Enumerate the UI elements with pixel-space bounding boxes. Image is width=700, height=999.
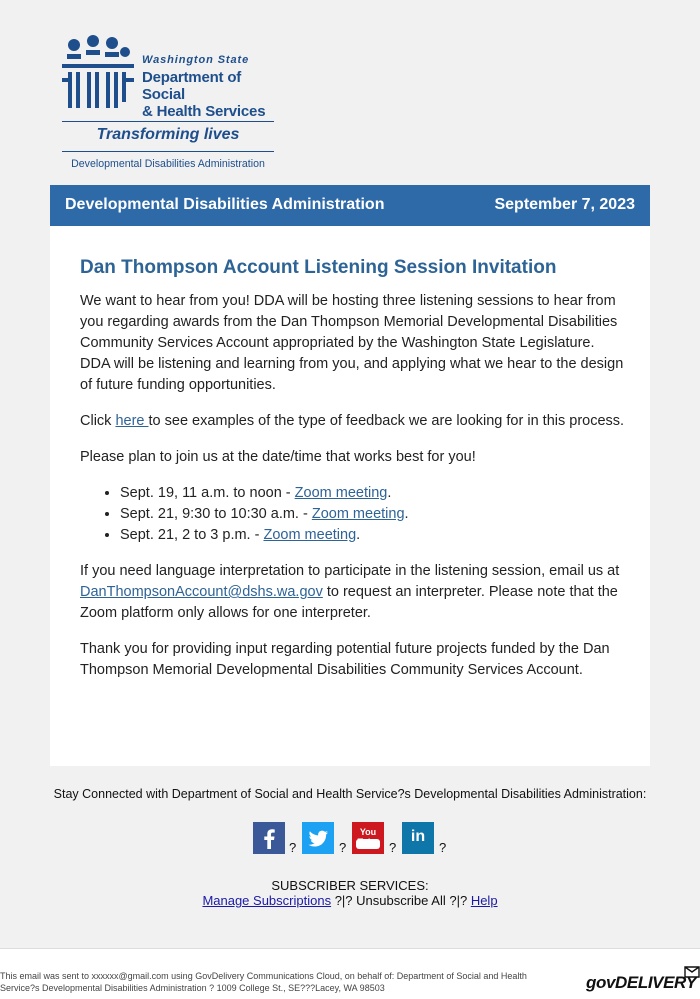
- link-separator: ?|?: [331, 893, 357, 908]
- interp-text-before: If you need language interpretation to participate in the listening session, email us at: [80, 563, 620, 579]
- govdelivery-logo[interactable]: [586, 973, 697, 993]
- list-item: [120, 504, 625, 525]
- unsubscribe-all-text[interactable]: Unsubscribe All: [356, 893, 446, 908]
- link-separator: ?|?: [445, 893, 471, 908]
- feedback-text-after: to see examples of the type of feedback we are looking for in this process.: [148, 413, 625, 429]
- social-separator: ?: [439, 840, 447, 855]
- logo-dept-line1: Department of Social: [142, 69, 242, 103]
- logo-dept-line2: & Health Services: [142, 103, 266, 120]
- social-separator: ?: [389, 840, 397, 855]
- intro-paragraph: We want to hear from you! DDA will be hosting three listening sessions to hear from you regarding awards from the Dan Thompson Memorial Developmental Disabilities Community Services Account appropriated by the Washington State Legislature. DDA will be listening and learning from you, and applying what we hear to the design of future funding opportunities.: [80, 293, 624, 393]
- session-text: Sept. 21, 9:30 to 10:30 a.m. -: [120, 506, 312, 522]
- stay-connected-text: Stay Connected with Department of Social and Health Service?s Developmental Disabilities Administration:: [53, 787, 647, 801]
- bottom-bar: [0, 948, 700, 999]
- sent-to-disclaimer: This email was sent to xxxxxx@gmail.com using GovDelivery Communications Cloud, on behalf of: Department of Social and Health Service?s Developmental Disabilities Administration ? 1009 College St., SE???Lacey, WA 98503: [0, 971, 527, 993]
- feedback-text-before: Click: [80, 413, 116, 429]
- social-separator: ?: [289, 840, 297, 855]
- list-item: [120, 525, 625, 546]
- social-links: [253, 822, 453, 856]
- facebook-icon[interactable]: [253, 822, 285, 854]
- content-card: [50, 226, 650, 766]
- feedback-paragraph: [80, 411, 625, 432]
- youtube-icon[interactable]: [352, 822, 384, 854]
- social-separator: ?: [339, 840, 347, 855]
- article-title: Dan Thompson Account Listening Session Invitation: [80, 257, 557, 278]
- envelope-icon: [684, 966, 700, 978]
- family-figures-icon: [60, 34, 140, 112]
- here-link[interactable]: here: [115, 413, 149, 429]
- logo-state: Washington State: [142, 54, 250, 66]
- logo-divider: [62, 121, 274, 122]
- thanks-paragraph: Thank you for providing input regarding potential future projects funded by the Dan Thompson Memorial Developmental Disabilities Community Services Account.: [80, 641, 610, 678]
- subscriber-services-title: SUBSCRIBER SERVICES:: [271, 878, 429, 893]
- header-banner: [50, 185, 650, 226]
- logo-division: Developmental Disabilities Administration: [71, 158, 265, 170]
- linkedin-icon[interactable]: [402, 822, 434, 854]
- session-text: Sept. 21, 2 to 3 p.m. -: [120, 527, 264, 543]
- govdelivery-brand: govDELIVERY: [586, 973, 697, 992]
- interpretation-paragraph: [80, 561, 625, 624]
- zoom-meeting-link[interactable]: Zoom meeting: [311, 506, 405, 522]
- dshs-logo: [60, 34, 276, 170]
- linkedin-label: in: [410, 828, 426, 845]
- list-item: [120, 483, 625, 504]
- help-link[interactable]: Help: [470, 893, 498, 908]
- interp-text-after: to request an interpreter. Please note that the Zoom platform only allows for one interpreter.: [80, 584, 618, 621]
- subscriber-links: [0, 893, 700, 908]
- manage-subscriptions-link[interactable]: Manage Subscriptions: [202, 893, 332, 908]
- session-end: .: [387, 485, 392, 501]
- sessions-list: [80, 483, 625, 546]
- plan-paragraph: Please plan to join us at the date/time that works best for you!: [80, 449, 476, 465]
- youtube-label: You Tube: [357, 827, 379, 847]
- banner-title: Developmental Disabilities Administration: [65, 196, 385, 213]
- logo-divider: [62, 151, 274, 152]
- zoom-meeting-link[interactable]: Zoom meeting: [263, 527, 357, 543]
- banner-date: September 7, 2023: [494, 196, 635, 213]
- session-end: .: [356, 527, 361, 543]
- session-end: .: [404, 506, 409, 522]
- zoom-meeting-link[interactable]: Zoom meeting: [294, 485, 388, 501]
- logo-tagline: Transforming lives: [96, 126, 240, 143]
- email-link[interactable]: DanThompsonAccount@dshs.wa.gov: [80, 584, 323, 600]
- session-text: Sept. 19, 11 a.m. to noon -: [120, 485, 295, 501]
- twitter-icon[interactable]: [302, 822, 334, 854]
